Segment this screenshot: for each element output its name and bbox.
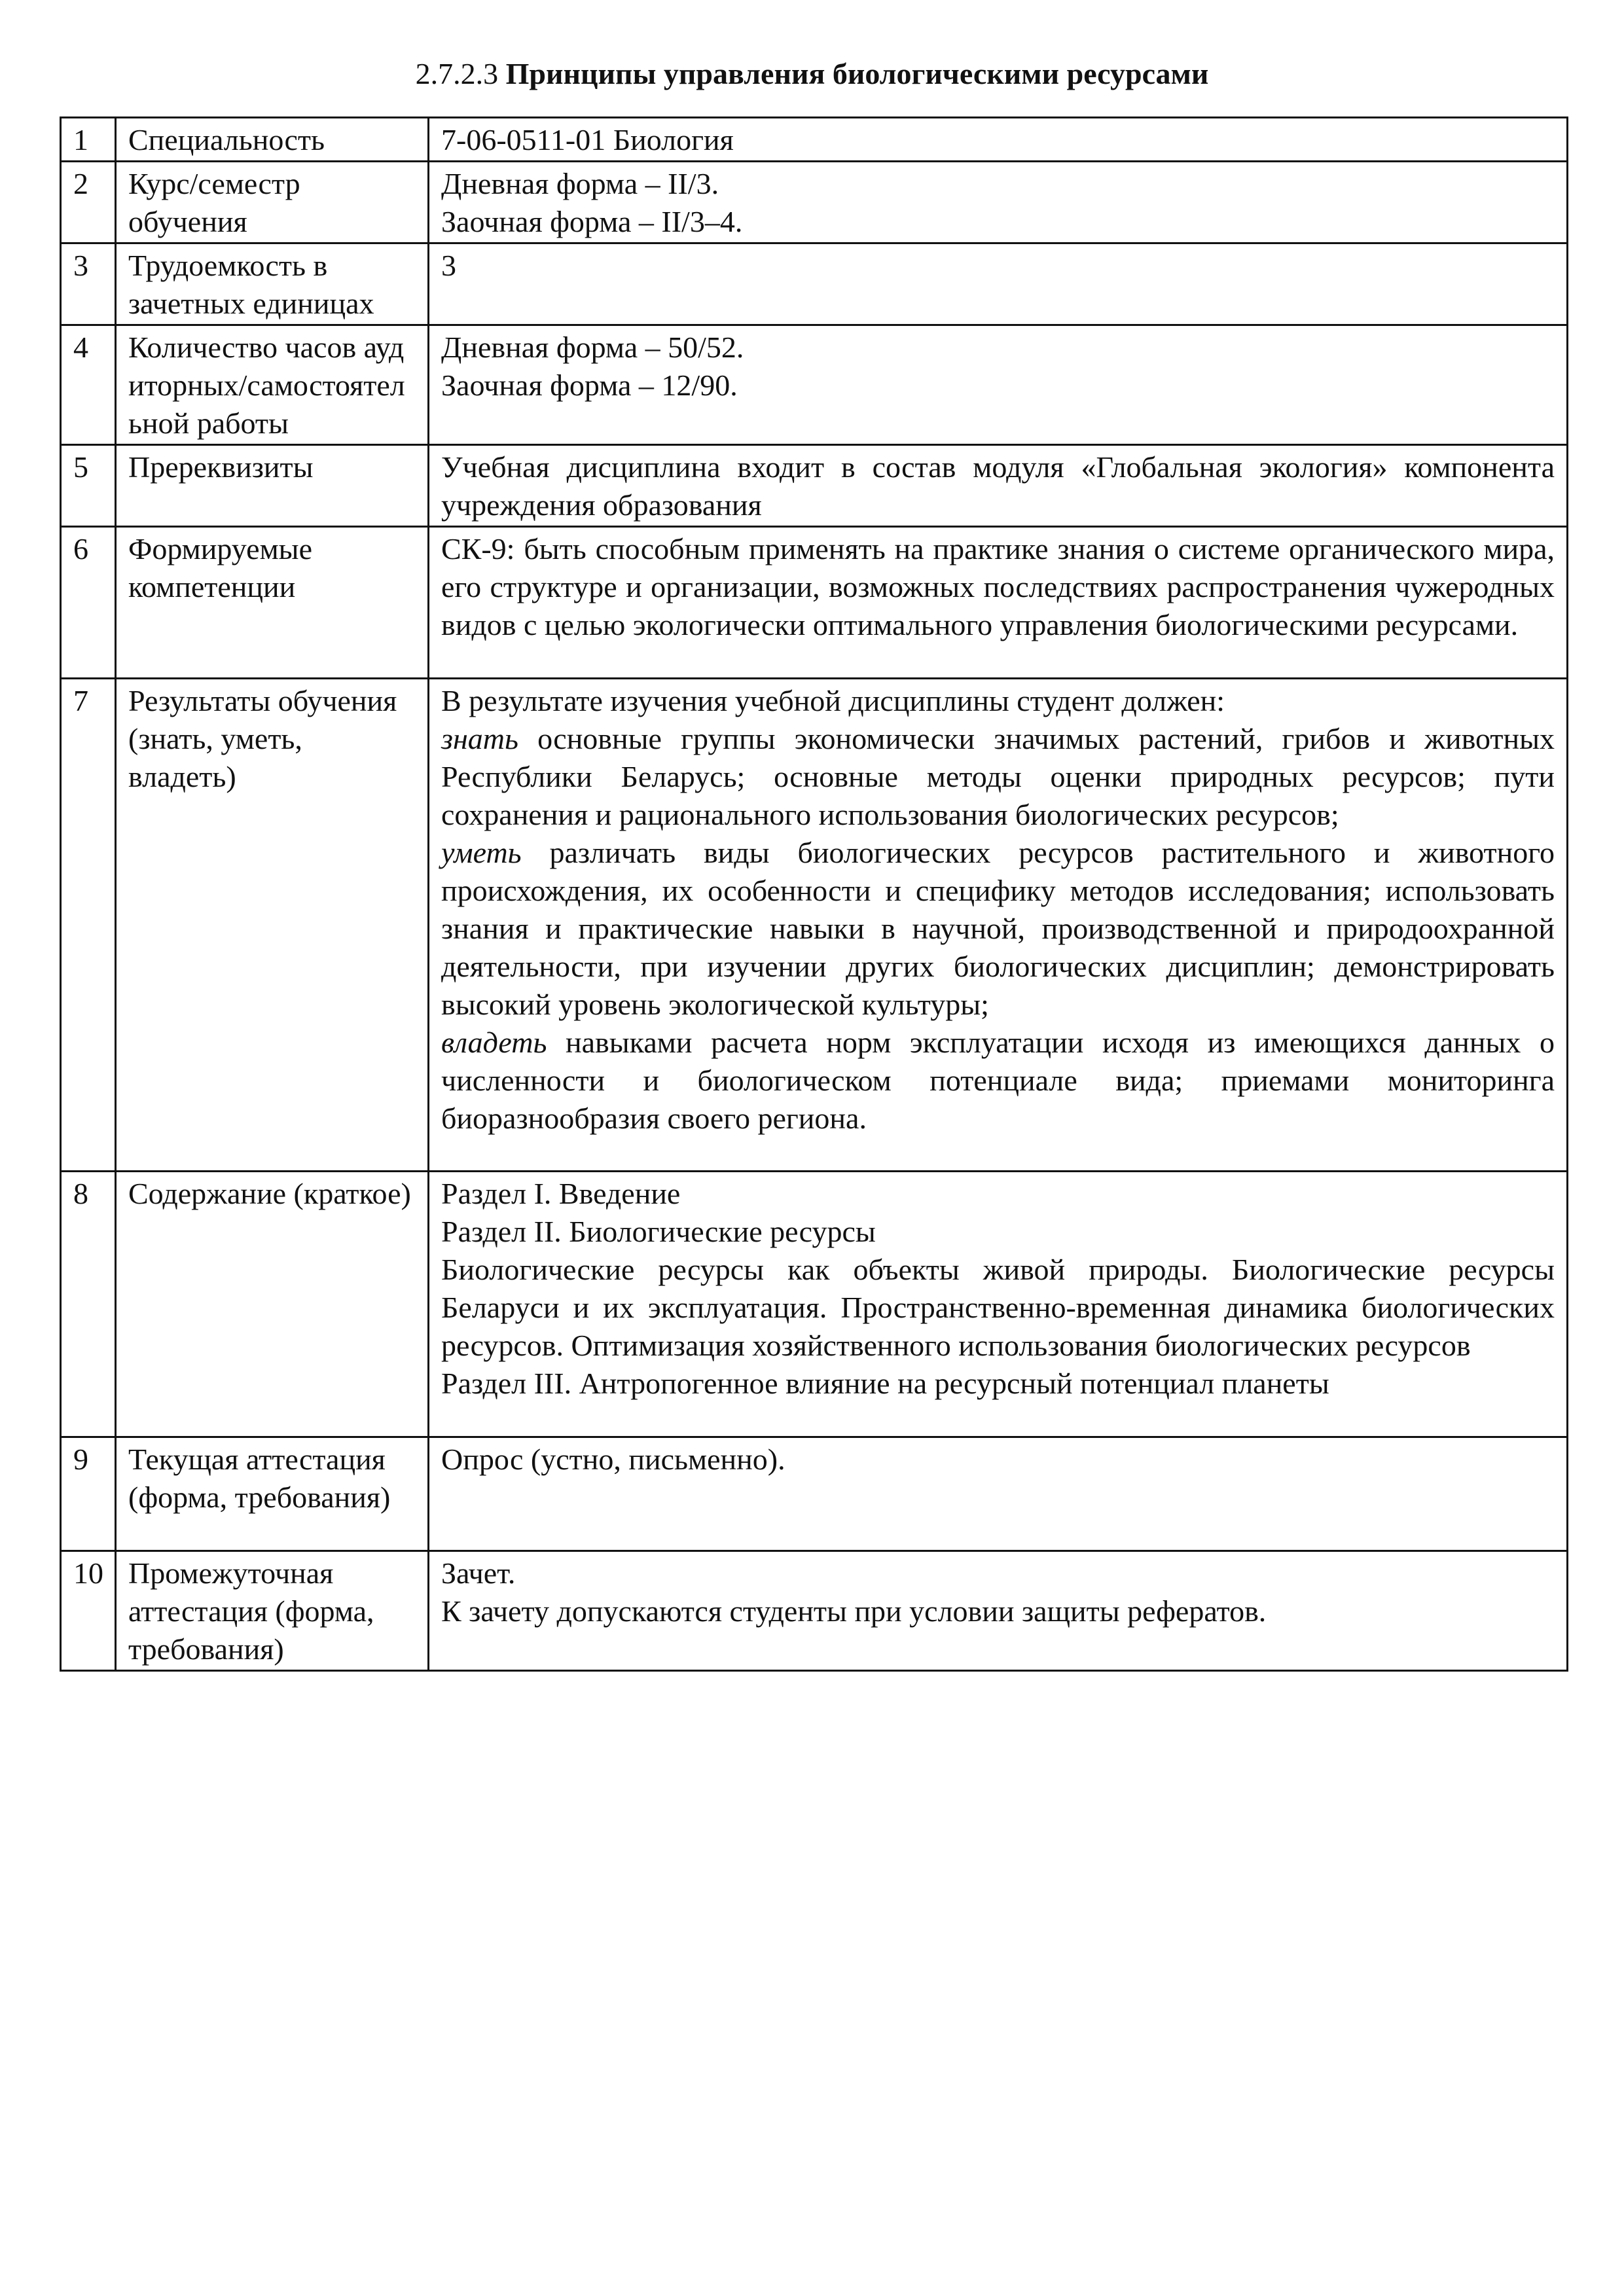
- content-line: Опрос (устно, письменно).: [441, 1443, 785, 1476]
- results-intro: В результате изучения учебной дисциплины студент должен:: [441, 684, 1225, 717]
- row-number: 1: [61, 118, 116, 162]
- row-label: Курс/семестр обучения: [116, 162, 429, 243]
- section-title: [0, 55, 1624, 93]
- know-text: основные группы экономически значимых растений, грибов и животных Республики Беларусь; основные методы оценки природных ресурсов; пути сохранения и рационального использования биологических ресурсов;: [441, 722, 1555, 831]
- results-own: [441, 1024, 1555, 1138]
- know-term: знать: [441, 722, 518, 755]
- section-number: 2.7.2.3: [415, 57, 499, 90]
- row-content: [429, 1551, 1568, 1671]
- table-row: [61, 1551, 1568, 1671]
- row-number: 6: [61, 527, 116, 679]
- row-number: 9: [61, 1437, 116, 1551]
- row-content: [429, 1437, 1568, 1551]
- results-know: [441, 720, 1555, 834]
- table-row: [61, 1172, 1568, 1437]
- content-paragraph: Учебная дисциплина входит в состав модуля «Глобальная экология» компонента учреждения образования: [441, 450, 1555, 522]
- content-line: 3: [441, 249, 456, 282]
- row-number: 10: [61, 1551, 116, 1671]
- own-text: навыками расчета норм эксплуатации исходя из имеющихся данных о численности и биологическом потенциале вида; приемами мониторинга биоразнообразия своего региона.: [441, 1026, 1555, 1135]
- row-content: [429, 527, 1568, 679]
- table-row: [61, 679, 1568, 1172]
- table-row: [61, 162, 1568, 243]
- row-content: [429, 1172, 1568, 1437]
- row-label: Содержание (краткое): [116, 1172, 429, 1437]
- table-row: [61, 445, 1568, 527]
- section-heading: Принципы управления биологическими ресурсами: [505, 57, 1209, 90]
- row-number: 3: [61, 243, 116, 325]
- row-content: [429, 162, 1568, 243]
- row-number: 4: [61, 325, 116, 445]
- own-term: владеть: [441, 1026, 547, 1059]
- content-paragraph: СК-9: быть способным применять на практике знания о системе органического мира, его структуре и организации, возможных последствиях распространения чужеродных видов с целью экологически оптимального управления биологическими ресурсами.: [441, 532, 1555, 641]
- content-line: Заочная форма – II/3–4.: [441, 205, 743, 238]
- table-row: [61, 325, 1568, 445]
- content-line: Зачет.: [441, 1556, 516, 1590]
- content-line: Заочная форма – 12/90.: [441, 368, 738, 402]
- results-can: [441, 834, 1555, 1024]
- table-row: [61, 1437, 1568, 1551]
- row-label: Промежуточная аттестация (форма, требования): [116, 1551, 429, 1671]
- table-row: [61, 243, 1568, 325]
- can-text: различать виды биологических ресурсов растительного и животного происхождения, их особенности и специфику методов исследования; использовать знания и практические навыки в научной, производственной и природоохранной деятельности, при изучении других биологических дисциплин; демонстрировать высокий уровень экологической культуры;: [441, 836, 1555, 1021]
- content-line: Раздел II. Биологические ресурсы: [441, 1215, 876, 1248]
- row-label: Специальность: [116, 118, 429, 162]
- content-paragraph: Биологические ресурсы как объекты живой природы. Биологические ресурсы Беларуси и их эксплуатация. Пространственно-временная динамика биологических ресурсов. Оптимизация хозяйственного использования биологических ресурсов: [441, 1253, 1555, 1362]
- table-row: [61, 527, 1568, 679]
- row-number: 7: [61, 679, 116, 1172]
- row-label: Трудоемкость в зачетных единицах: [116, 243, 429, 325]
- can-term: уметь: [441, 836, 522, 869]
- row-label: Текущая аттестация (форма, требования): [116, 1437, 429, 1551]
- discipline-info-table: [60, 117, 1568, 1672]
- row-content: [429, 243, 1568, 325]
- row-label: Формируемые компетенции: [116, 527, 429, 679]
- content-line: Дневная форма – II/3.: [441, 167, 719, 200]
- content-line: К зачету допускаются студенты при условии защиты рефератов.: [441, 1594, 1267, 1628]
- row-content: [429, 445, 1568, 527]
- row-number: 5: [61, 445, 116, 527]
- row-content: [429, 325, 1568, 445]
- row-number: 2: [61, 162, 116, 243]
- content-line: Дневная форма – 50/52.: [441, 331, 744, 364]
- row-content: [429, 118, 1568, 162]
- row-label: Результаты обучения (знать, уметь, владеть): [116, 679, 429, 1172]
- row-label: Пререквизиты: [116, 445, 429, 527]
- row-label: Количество часов аудиторных/самостоятельной работы: [116, 325, 429, 445]
- row-number: 8: [61, 1172, 116, 1437]
- content-line: Раздел III. Антропогенное влияние на ресурсный потенциал планеты: [441, 1367, 1329, 1400]
- content-line: Раздел I. Введение: [441, 1177, 681, 1210]
- content-line: 7-06-0511-01 Биология: [441, 123, 734, 156]
- row-content: [429, 679, 1568, 1172]
- table-row: [61, 118, 1568, 162]
